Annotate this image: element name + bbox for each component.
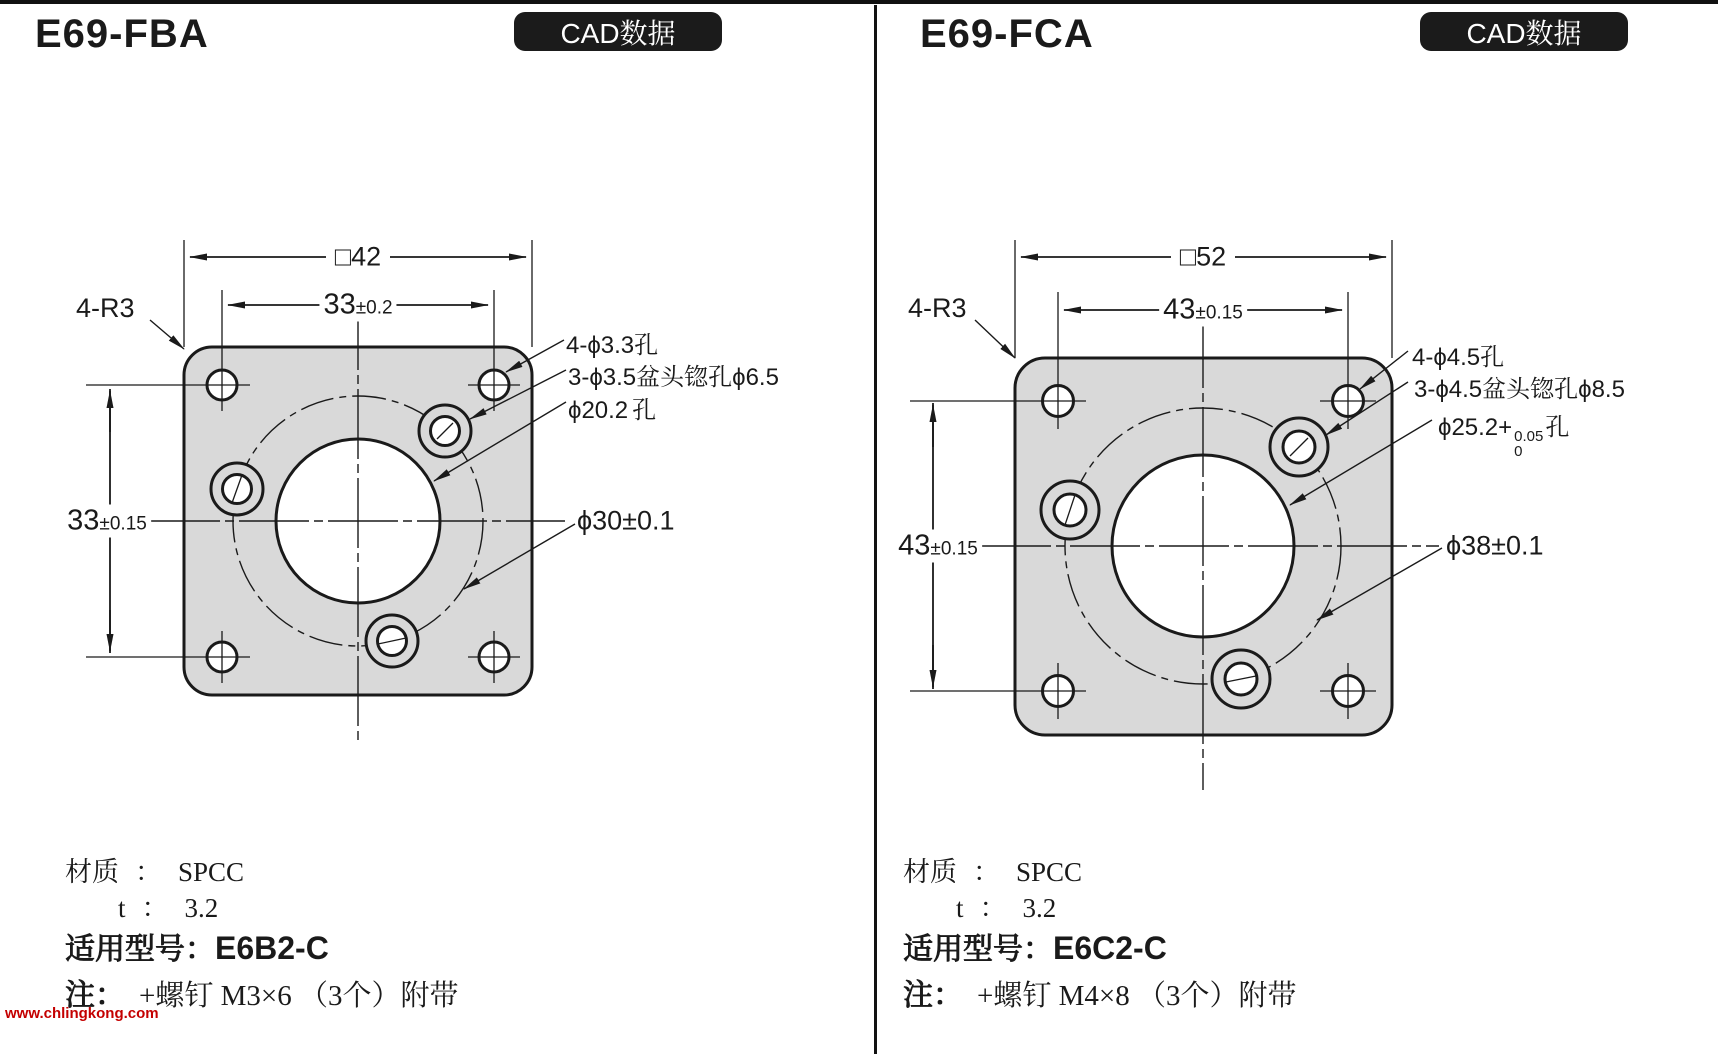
thickness-label: t <box>118 893 126 923</box>
dim-hole-pitch-h-tol: ±0.15 <box>1195 302 1243 324</box>
cad-data-button-label: CAD数据 <box>560 17 676 49</box>
thickness-colon: ： <box>141 893 169 923</box>
model-label: 适用型号： <box>65 933 215 966</box>
dim-outer-square: □42 <box>331 242 385 273</box>
counterbore-callout: 3-ϕ4.5盆头锪孔ϕ8.5 <box>1414 376 1625 403</box>
center-hole-suffix: 孔 <box>1545 414 1570 441</box>
dim-hole-pitch-h-value: 33 <box>323 288 356 321</box>
dim-hole-pitch-horizontal <box>1159 294 1247 327</box>
material-value: SPCC <box>178 857 245 887</box>
thickness-line <box>956 886 1056 925</box>
page-title: E69-FBA <box>35 12 209 56</box>
dim-hole-pitch-v-tol: ±0.15 <box>99 513 147 535</box>
thickness-colon: ： <box>979 893 1007 923</box>
dim-hole-pitch-horizontal <box>319 289 396 322</box>
center-hole-tol-sup: 0.05 <box>1514 428 1544 445</box>
corner-holes-callout: 4-ϕ4.5孔 <box>1412 344 1505 371</box>
counterbore-callout: 3-ϕ3.5盆头锪孔ϕ6.5 <box>568 364 779 391</box>
material-colon: ： <box>135 857 162 887</box>
dim-hole-pitch-v-tol: ±0.15 <box>930 538 978 560</box>
dim-hole-pitch-vertical <box>63 505 151 538</box>
center-hole-tol-sub: 0 <box>1514 443 1523 460</box>
material-line <box>903 850 1082 889</box>
material-label: 材质 <box>903 857 957 887</box>
material-value: SPCC <box>1016 857 1083 887</box>
cad-data-button-label: CAD数据 <box>1466 17 1582 49</box>
dim-hole-pitch-h-tol: ±0.2 <box>355 297 393 319</box>
center-hole-callout <box>1438 407 1569 459</box>
center-hole-callout <box>568 390 656 425</box>
screw-note-line <box>903 970 1297 1014</box>
note-value: +螺钉 M4×8 （3个）附带 <box>977 980 1297 1012</box>
page-title: E69-FCA <box>920 12 1094 56</box>
corner-radius-label: 4-R3 <box>76 293 135 323</box>
thickness-value: 3.2 <box>184 893 219 923</box>
dim-hole-pitch-v-value: 43 <box>898 529 931 562</box>
thickness-label: t <box>956 893 964 923</box>
material-colon: ： <box>973 857 1000 887</box>
note-label: 注： <box>903 979 963 1012</box>
bolt-circle-label: ϕ38±0.1 <box>1446 530 1544 561</box>
model-line <box>903 924 1167 968</box>
dim-hole-pitch-h-value: 43 <box>1163 293 1196 326</box>
watermark: www.chlingkong.com <box>5 1005 159 1022</box>
dim-outer-square: □52 <box>1176 242 1230 273</box>
dim-hole-pitch-v-value: 33 <box>67 504 100 537</box>
corner-radius-label: 4-R3 <box>908 293 967 323</box>
material-label: 材质 <box>65 857 119 887</box>
model-value: E6C2-C <box>1053 930 1167 966</box>
corner-holes-callout: 4-ϕ3.3孔 <box>566 332 659 359</box>
model-label: 适用型号： <box>903 933 1053 966</box>
center-hole-base: ϕ25.2+ <box>1438 414 1513 441</box>
dim-hole-pitch-vertical <box>894 530 982 563</box>
thickness-line <box>118 886 218 925</box>
center-hole-base: ϕ20.2 <box>568 397 629 424</box>
note-value: +螺钉 M3×6 （3个）附带 <box>139 980 459 1012</box>
thickness-value: 3.2 <box>1022 893 1057 923</box>
model-line <box>65 924 329 968</box>
bolt-circle-label: ϕ30±0.1 <box>577 505 675 536</box>
model-value: E6B2-C <box>215 930 329 966</box>
note-label: 注： <box>65 979 125 1012</box>
material-line <box>65 850 244 889</box>
center-hole-tolerance <box>1514 429 1543 459</box>
center-hole-suffix: 孔 <box>632 397 657 424</box>
